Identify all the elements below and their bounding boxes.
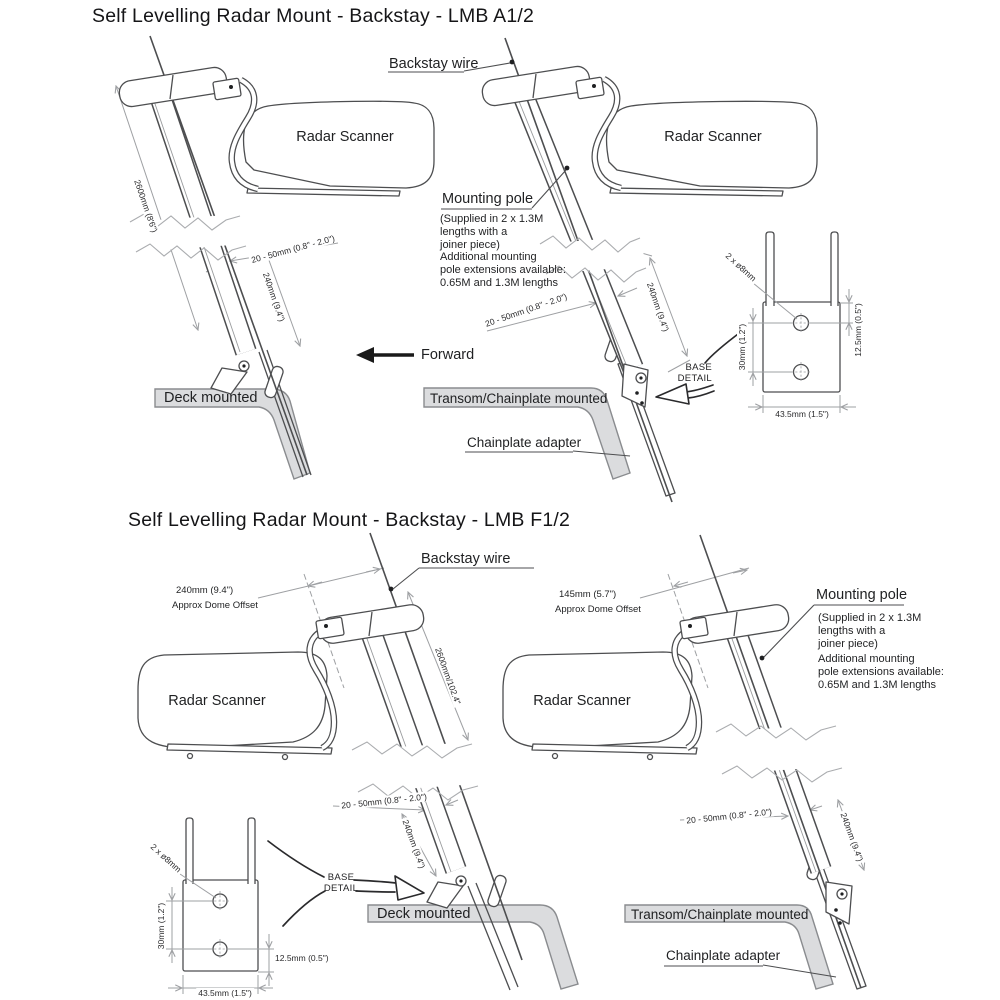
bracket-prong bbox=[831, 232, 838, 306]
dome-offset-dim: 240mm (9.4") bbox=[176, 585, 234, 596]
pole-length-dim: 2600mm/102.4" bbox=[433, 646, 463, 706]
mounting-pole-label: Mounting pole bbox=[816, 587, 908, 603]
base-clamp-plate bbox=[427, 882, 463, 908]
chainplate-adapter-label: Chainplate adapter bbox=[467, 435, 582, 450]
pole-ref-dot bbox=[565, 166, 570, 171]
bracket-detail-a bbox=[748, 232, 856, 413]
pole-length-dim-line bbox=[116, 86, 198, 330]
dome-mount-plate bbox=[167, 744, 332, 754]
dim-arrow bbox=[308, 582, 322, 586]
chainplate-adapter-label: Chainplate adapter bbox=[666, 948, 781, 963]
backstay-wire-label: Backstay wire bbox=[421, 551, 511, 567]
transom-mounted-label: Transom/Chainplate mounted bbox=[430, 391, 608, 406]
forward-label: Forward bbox=[421, 347, 475, 363]
clamp-range-dim: 20 - 50mm (0.8" - 2.0") bbox=[685, 806, 773, 826]
base-height-dim: 240mm (9.4") bbox=[644, 281, 672, 333]
radar-scanner-label: Radar Scanner bbox=[296, 129, 394, 145]
mounting-pole-note-extensions bbox=[818, 653, 944, 693]
radar-scanner-label: Radar Scanner bbox=[664, 129, 762, 145]
note-line: (Supplied in 2 x 1.3M bbox=[440, 213, 544, 225]
stay-fitting bbox=[316, 617, 344, 639]
base-detail-arrow-shaft bbox=[354, 880, 396, 883]
note-line: pole extensions available: bbox=[440, 264, 566, 277]
plate-foot bbox=[553, 754, 558, 759]
clamp-range-dim: 20 - 50mm (0.8" - 2.0") bbox=[483, 291, 569, 329]
bolt-dot bbox=[838, 921, 842, 925]
bracket-width-dim: 43.5mm (1.5") bbox=[775, 409, 829, 419]
dome-offset-dim: 145mm (5.7") bbox=[559, 589, 617, 600]
note-line: 0.65M and 1.3M lengths bbox=[818, 679, 937, 692]
stay-fitting bbox=[213, 78, 241, 100]
hole-spacing-dim: 30mm (1.2") bbox=[156, 902, 166, 950]
edge-offset-dim: 12.5mm (0.5") bbox=[853, 303, 863, 357]
radar-scanner-label: Radar Scanner bbox=[533, 693, 631, 709]
dome-mount-plate bbox=[247, 188, 400, 196]
holes-dim: 2 x ø8mm bbox=[148, 841, 184, 875]
stay-fitting bbox=[576, 77, 604, 99]
dome-offset-leader bbox=[258, 568, 384, 598]
radar-scanner-label: Radar Scanner bbox=[168, 693, 266, 709]
base-clamp-plate bbox=[622, 364, 648, 407]
base-clamp-plate bbox=[826, 882, 852, 924]
dome-mount-plate bbox=[610, 188, 783, 196]
bolt-dot bbox=[635, 391, 639, 395]
dim-arrow bbox=[366, 569, 380, 572]
hole-spacing-dim: 30mm (1.2") bbox=[737, 323, 747, 371]
bracket-detail-f bbox=[166, 818, 274, 994]
deck-mounted-label: Deck mounted bbox=[377, 906, 471, 922]
note-line: 0.65M and 1.3M lengths bbox=[440, 277, 559, 290]
base-detail-line: DETAIL bbox=[677, 373, 712, 384]
base-detail-label bbox=[322, 872, 360, 894]
backstay-wire-label: Backstay wire bbox=[389, 56, 479, 72]
dome-mount-plate bbox=[532, 744, 697, 754]
base-detail-arrow-shaft bbox=[356, 891, 395, 892]
note-line: lengths with a bbox=[818, 625, 886, 638]
edge-offset-dim: 12.5mm (0.5") bbox=[275, 953, 329, 963]
backstay-label-leader bbox=[393, 568, 419, 589]
note-line: joiner piece) bbox=[818, 638, 878, 651]
mounting-pole-note-supplied bbox=[818, 612, 921, 652]
transom-mounted-label: Transom/Chainplate mounted bbox=[631, 907, 809, 922]
base-detail-curve bbox=[283, 891, 325, 926]
bracket-prong bbox=[186, 818, 193, 884]
mounting-pole-note-supplied bbox=[440, 213, 543, 253]
note-line: (Supplied in 2 x 1.3M bbox=[818, 612, 922, 624]
base-detail-arrowhead bbox=[395, 876, 424, 900]
pole-length-dim: 2600mm (8'6") bbox=[132, 178, 160, 234]
section-title-f12: Self Levelling Radar Mount - Backstay - LMB F1/2 bbox=[128, 509, 571, 531]
bracket-width-dim: 43.5mm (1.5") bbox=[198, 988, 252, 998]
fitting-dot bbox=[592, 84, 596, 88]
base-detail-line: BASE bbox=[685, 362, 712, 373]
dome-offset-label: Approx Dome Offset bbox=[555, 604, 641, 615]
plate-foot bbox=[188, 754, 193, 759]
holes-dim: 2 x ø8mm bbox=[723, 250, 759, 284]
pivot-dot bbox=[242, 364, 245, 367]
section-title-a12: Self Levelling Radar Mount - Backstay - LMB A1/2 bbox=[92, 5, 535, 27]
bracket-prong bbox=[248, 818, 255, 884]
clamp-range-arrow bbox=[618, 288, 637, 296]
base-detail-label bbox=[664, 362, 712, 384]
dim-arrow bbox=[446, 800, 458, 805]
note-line: Additional mounting bbox=[818, 653, 915, 665]
base-height-dim: 240mm (9.4") bbox=[838, 811, 866, 863]
note-line: Additional mounting bbox=[440, 251, 537, 263]
base-detail-arrowhead bbox=[656, 384, 689, 404]
base-height-dim: 240mm (9.4") bbox=[260, 271, 288, 323]
dome-offset-label: Approx Dome Offset bbox=[172, 600, 258, 611]
deck-mounted-label: Deck mounted bbox=[164, 390, 258, 406]
bolt-dot bbox=[640, 401, 644, 405]
pivot-dot bbox=[639, 376, 642, 379]
base-detail-curve bbox=[268, 841, 324, 877]
note-line: pole extensions available: bbox=[818, 666, 944, 679]
note-line: lengths with a bbox=[440, 226, 508, 239]
note-line: joiner piece) bbox=[440, 239, 500, 252]
bolt-dot bbox=[834, 908, 838, 912]
fitting-dot bbox=[688, 624, 692, 628]
wire-ref-dot bbox=[510, 60, 515, 65]
clamp-range-dim: 20 - 50mm (0.8" - 2.0") bbox=[250, 233, 336, 265]
stay-fitting bbox=[680, 617, 708, 639]
base-detail-arrow-shaft bbox=[685, 385, 713, 392]
base-detail-line: DETAIL bbox=[323, 883, 359, 894]
pole-ref-dot bbox=[760, 656, 765, 661]
fitting-dot bbox=[229, 85, 233, 89]
base-height-dim: 240mm (9.4") bbox=[400, 818, 428, 870]
wire-ref-dot bbox=[389, 587, 394, 592]
plate-foot bbox=[283, 755, 288, 760]
base-detail-line: BASE bbox=[327, 872, 355, 883]
dome-offset-leader bbox=[640, 568, 749, 598]
pivot-dot bbox=[840, 892, 843, 895]
clamp-range-dim: 20 - 50mm (0.8" - 2.0") bbox=[340, 791, 428, 811]
forward-arrowhead bbox=[356, 347, 374, 363]
pivot-dot bbox=[459, 879, 462, 882]
mounting-pole-label: Mounting pole bbox=[442, 191, 534, 207]
plate-foot bbox=[648, 755, 653, 760]
fitting-dot bbox=[324, 624, 328, 628]
base-detail-arrow-shaft bbox=[688, 391, 714, 398]
dim-arrow bbox=[810, 806, 822, 810]
mounting-pole-note-extensions bbox=[440, 251, 566, 291]
